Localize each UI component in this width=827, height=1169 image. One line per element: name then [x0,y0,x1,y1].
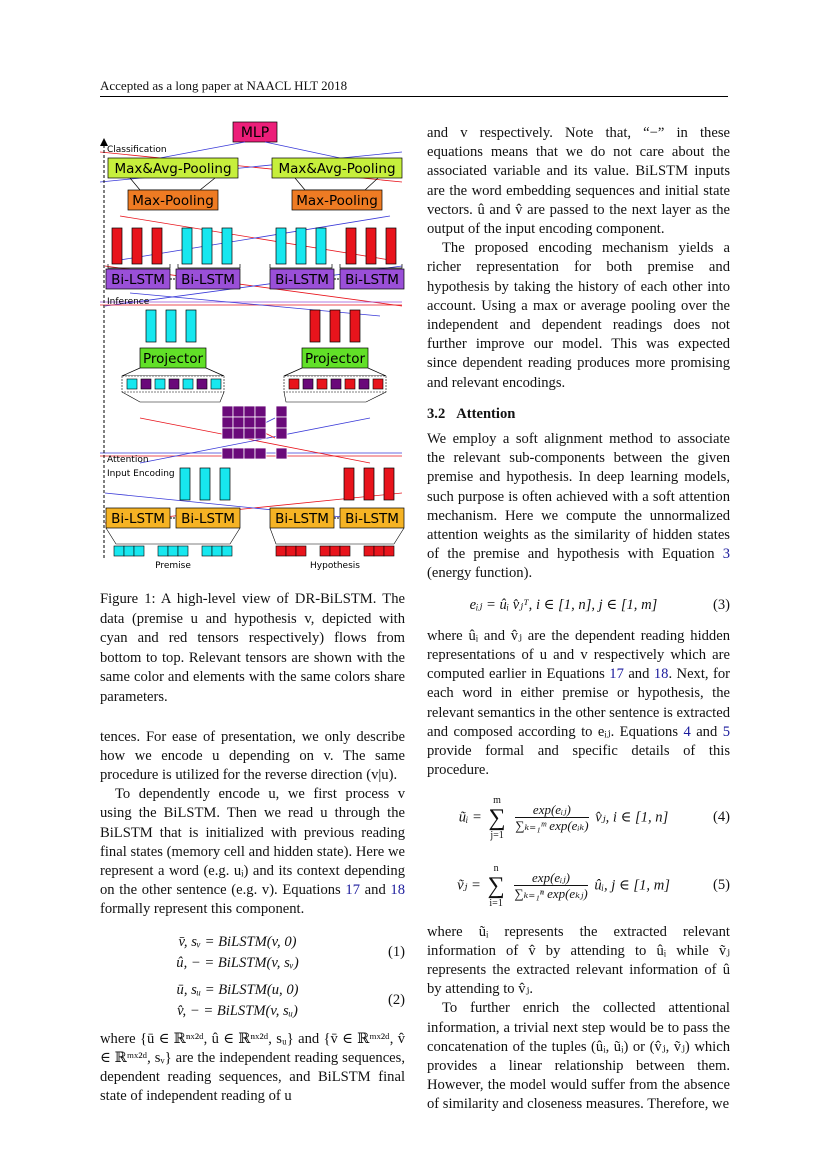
svg-text:Bi-LSTM: Bi-LSTM [275,272,329,288]
dr-bilstm-figure [100,118,410,578]
right-paragraph-3: We employ a soft alignment method to associate the relevant sub-components between the given premise and hypothesis. In deep learning models, such purpose is often achieved with a soft attention mechanism. Here we compute the unnormalized attention weights as the similarity of hidden states of the premise and hypothesis with Equation 3 (energy function). [427,431,730,582]
projector-output-tensors [146,310,360,342]
svg-text:Projector: Projector [305,351,365,367]
section-heading: 3.2 Attention [427,405,516,422]
equation-3: eᵢⱼ = ûᵢ v̂ⱼᵀ, i ∈ [1, n], j ∈ [1, m] (3) [469,596,730,613]
inference-output-tensors [112,228,396,264]
right-paragraph-6: To further enrich the collected attentional information, a trivial next step would be to pass the concatenation of the tuples (ûᵢ, ũᵢ) or (v̂ⱼ, ṽⱼ) which provides a linear relationship between them. However, the model would suffer from the absence of similarity and closeness measures. Therefore, we [427,1000,730,1113]
right-paragraph-2: The proposed encoding mechanism yields a richer representation for both premise and hypothesis by taking the history of each other into account. Using a max or average pooling over the independent and dependent readings does not further improve our model. This was expected since dependent reading produces more promising and relevant encodings. [427,240,730,391]
hypothesis-label: Hypothesis [310,561,360,571]
eq-ref-17b[interactable]: 17 [609,666,624,683]
svg-text:Bi-LSTM: Bi-LSTM [111,272,165,288]
svg-text:Bi-LSTM: Bi-LSTM [345,272,399,288]
svg-text:Max&Avg-Pooling: Max&Avg-Pooling [278,161,396,177]
svg-text:Max-Pooling: Max-Pooling [132,193,214,209]
premise-label: Premise [155,561,191,571]
attention-matrix [222,406,287,459]
svg-text:Max-Pooling: Max-Pooling [296,193,378,209]
right-paragraph-1: and v respectively. Note that, “−” in these equations means that we do not care about the associated variable and its value. BiLSTM inputs are the word embedding sequences and initial state vectors. û and v̂ are passed to the next layer as the output of the input encoding component. [427,125,730,238]
concat-row-right [284,376,386,392]
label-attention: Attention [107,455,149,465]
premise-input [114,546,232,556]
concat-row-left [122,376,224,392]
eq-ref-4[interactable]: 4 [683,723,691,740]
equation-2: ū, sᵤ = BiLSTM(u, 0) v̂, − = BiLSTM(v, sᵤ) (2) [176,981,405,1019]
left-paragraph-1: tences. For ease of presentation, we only describe how we encode u depending on v. The same procedure is utilized for the reverse direction (v|u). [100,728,405,783]
svg-text:Projector: Projector [143,351,203,367]
equation-4: ũᵢ = m ∑ j=1 $\frac{\text{exp(eᵢⱼ)}}{\text{∑ₖ₌₁ᵐ exp(eᵢₖ)}}$ v̂ⱼ, i ∈ [1, n] (4) [458,794,730,841]
left-paragraph-3: where {ū ∈ ℝⁿˣ²ᵈ, û ∈ ℝⁿˣ²ᵈ, sᵤ} and {v̄ ∈ ℝᵐˣ²ᵈ, v̂ ∈ ℝᵐˣ²ᵈ, sᵥ} are the independent reading sequences, dependent reading sequences, and BiLSTM final state of independent reading of u [100,1030,405,1105]
svg-text:Bi-LSTM: Bi-LSTM [181,272,235,288]
eq-ref-18b[interactable]: 18 [653,666,669,683]
input-encoding-tensors [180,468,394,500]
eq-ref-18[interactable]: 18 [390,882,405,899]
svg-text:Bi-LSTM: Bi-LSTM [345,511,399,527]
svg-text:Bi-LSTM: Bi-LSTM [111,511,165,527]
eq-ref-5[interactable]: 5 [722,723,730,740]
svg-text:Bi-LSTM: Bi-LSTM [181,511,235,527]
left-column [100,590,405,1106]
label-inference: Inference [107,297,150,307]
eq-ref-17[interactable]: 17 [345,882,360,899]
figure-caption: Figure 1: A high-level view of DR-BiLSTM. The data (premise u and hypothesis v, depicted with cyan and red tensors respectively) flows from bottom to top. Relevant tensors are shown with the same color and elements with the same colors share parameters. [100,591,405,705]
label-classification: Classification [107,145,167,155]
label-input-encoding: Input Encoding [107,469,175,479]
left-paragraph-2: To dependently encode u, we first process v using the BiLSTM. Then we read u through the BiLSTM that is initialized with previous reading final states (memory cell and hidden state). Here we represent a word (e.g. uᵢ) and its context depending on the other sentence (e.g. v). Equations 17 and 18 formally represent this component. [100,786,405,918]
svg-text:Bi-LSTM: Bi-LSTM [275,511,329,527]
equation-5: ṽⱼ = n ∑ i=1 $\frac{\text{exp(eᵢⱼ)}}{\text{∑ₖ₌₁ⁿ exp(eₖⱼ)}}$ ûᵢ, j ∈ [1, m] (5) [457,862,730,909]
running-header: Accepted as a long paper at NAACL HLT 2018 [100,78,348,93]
svg-text:Max&Avg-Pooling: Max&Avg-Pooling [114,161,232,177]
input-encoding-bilstms [106,508,404,528]
right-paragraph-4: where ûᵢ and v̂ⱼ are the dependent reading hidden representations of u and v respectively which are computed earlier in Equations 17 and 18. Next, for each word in either premise or hypothesis, the relevant semantics in the other sentence is extracted and composed according to eᵢⱼ. Equations 4 and 5 provide formal and specific details of this procedure. [427,627,730,779]
right-paragraph-5: where ũᵢ represents the extracted relevant information of v̂ by attending to ûᵢ while ṽⱼ represents the extracted relevant information of û by attending to v̂ⱼ. [427,923,730,998]
header-rule [100,96,728,97]
eq-ref-3[interactable]: 3 [722,546,730,563]
mlp-label: MLP [240,125,270,141]
equation-1: v̄, sᵥ = BiLSTM(v, 0) û, − = BiLSTM(v, sᵥ) (1) [176,933,405,971]
hypothesis-input [276,546,394,556]
right-column [427,124,730,1115]
